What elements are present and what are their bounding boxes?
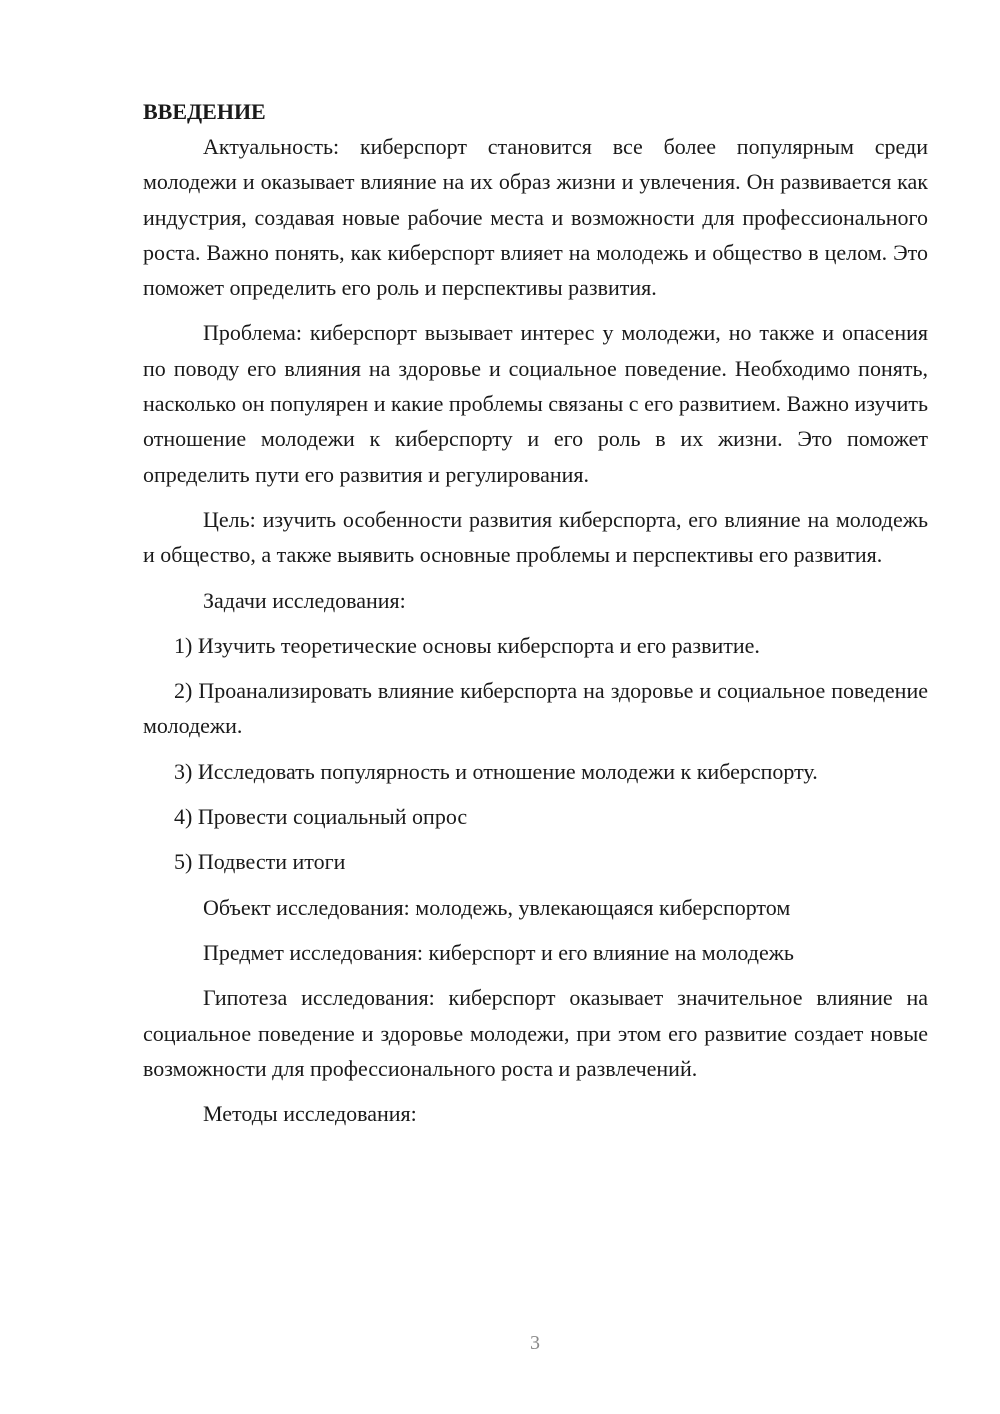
- list-item: 5) Подвести итоги: [174, 849, 346, 875]
- paragraph-goal: Цель: изучить особенности развития киберспорта, его влияние на молодежь и общество, а также выявить основные проблемы и перспективы его развития.: [143, 506, 928, 568]
- paragraph-object: Объект исследования: молодежь, увлекающаяся киберспортом: [203, 894, 791, 920]
- list-item: 4) Провести социальный опрос: [174, 804, 468, 830]
- paragraph-subject: Предмет исследования: киберспорт и его влияние на молодежь: [203, 939, 794, 965]
- document-page: [143, 94, 928, 1131]
- paragraph-problem: Проблема: киберспорт вызывает интерес у молодежи, но также и опасения по поводу его влияния на здоровье и социальное поведение. Необходимо понять, насколько он популярен и какие проблемы связаны с его развитием. Важно изучить отношение молодежи к киберспорту и его роль в их жизни. Это поможет определить пути его развития и регулирования.: [143, 320, 928, 487]
- page-title: ВВЕДЕНИЕ: [143, 99, 266, 124]
- list-item: 1) Изучить теоретические основы киберспорта и его развитие.: [174, 632, 760, 658]
- tasks-heading: Задачи исследования:: [203, 587, 406, 613]
- methods-heading: Методы исследования:: [203, 1101, 417, 1127]
- paragraph-hypothesis: Гипотеза исследования: киберспорт оказывает значительное влияние на социальное поведение и здоровье молодежи, при этом его развитие создает новые возможности для профессионального роста и развлечений.: [143, 985, 928, 1081]
- paragraph-relevance: Актуальность: киберспорт становится все более популярным среди молодежи и оказывает влияние на их образ жизни и увлечения. Он развивается как индустрия, создавая новые рабочие места и возможности для профессионального роста. Важно понять, как киберспорт влияет на молодежь и общество в целом. Это поможет определить его роль и перспективы развития.: [143, 134, 928, 301]
- list-item: 3) Исследовать популярность и отношение молодежи к киберспорту.: [174, 758, 818, 784]
- page-number: 3: [530, 1332, 540, 1354]
- list-item: 2) Проанализировать влияние киберспорта на здоровье и социальное поведение молодежи.: [143, 678, 928, 739]
